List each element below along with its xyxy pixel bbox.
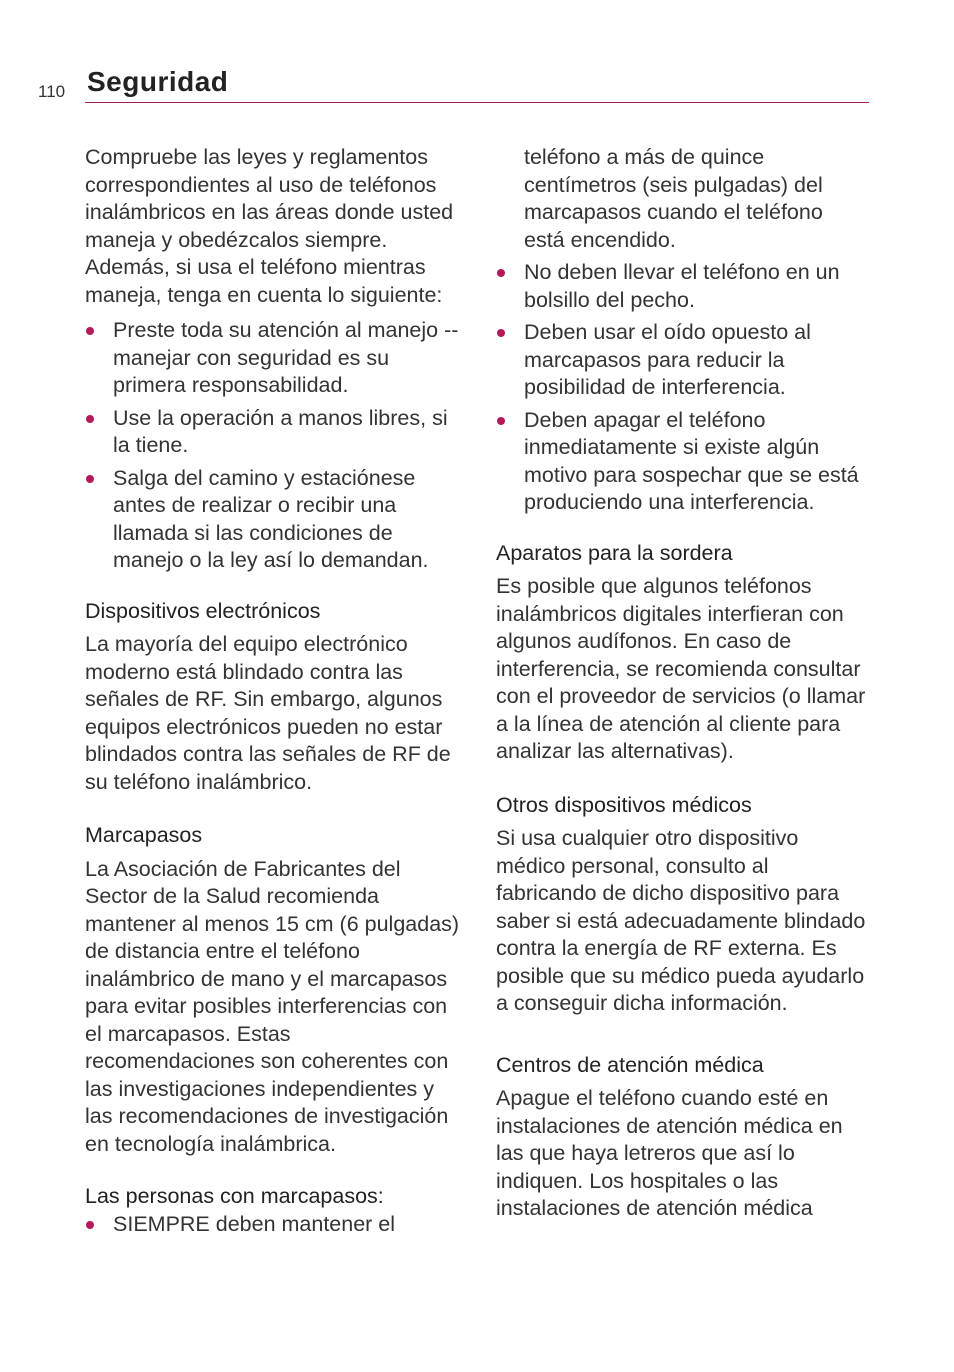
bullet-dot-icon xyxy=(497,269,505,277)
pacemakers-body: La Asociación de Fabricantes del Sector de la Salud recomienda mantener al menos 15 cm (6 pulgadas) de distancia entre el teléfono inalámbrico de mano y el marcapasos para evitar posibles interferencias con el marcapasos. Estas recomendaciones son coherentes con las investigaciones independientes y las recomendaciones de investigación en tecnología inalámbrica. xyxy=(85,856,460,1156)
left-column xyxy=(85,144,465,1238)
list-item xyxy=(496,259,868,314)
section-heading-electronic-devices: Dispositivos electrónicos xyxy=(85,598,321,623)
list-item xyxy=(85,405,465,460)
list-item xyxy=(496,319,868,402)
section-heading-people-with-pacemakers: Las personas con marcapasos: xyxy=(85,1184,384,1208)
bullet-dot-icon xyxy=(86,1221,94,1229)
section-heading-other-medical-devices: Otros dispositivos médicos xyxy=(496,792,752,817)
bullet-dot-icon xyxy=(86,475,94,483)
bullet-text: No deben llevar el teléfono en un bolsillo del pecho. xyxy=(524,260,840,312)
bullet-dot-icon xyxy=(86,415,94,423)
bullet-text: Preste toda su atención al manejo -- manejar con seguridad es su primera responsabilidad. xyxy=(113,318,459,397)
bullet-text: Deben apagar el teléfono inmediatamente si existe algún motivo para sospechar que se está produciendo una interferencia. xyxy=(524,407,859,514)
bullet-text: Deben usar el oído opuesto al marcapasos para reducir la posibilidad de interferencia. xyxy=(524,320,811,399)
section-heading-pacemakers: Marcapasos xyxy=(85,823,203,847)
list-item xyxy=(85,465,465,575)
people-pacemaker-bullet-list xyxy=(85,1211,465,1239)
title-rule xyxy=(85,102,869,103)
right-column xyxy=(496,144,868,1223)
driving-bullet-list xyxy=(85,317,465,575)
bullet-text: Use la operación a manos libres, si la tiene. xyxy=(113,405,448,457)
hearing-aids-body: Es posible que algunos teléfonos inalámbricos digitales interfieran con algunos audífonos. En caso de interferencia, se recomienda consultar con el proveedor de servicios (o llamar a la línea de atención al cliente para analizar las alternativas). xyxy=(496,574,866,763)
electronic-devices-body: La mayoría del equipo electrónico moderno está blindado contra las señales de RF. Sin embargo, algunos equipos electrónicos pueden no estar blindados contra las señales de RF de su teléfono inalámbrico. xyxy=(85,632,451,794)
continued-bullet-text: teléfono a más de quince centímetros (seis pulgadas) del marcapasos cuando el teléfono está encendido. xyxy=(524,145,823,252)
bullet-text: SIEMPRE deben mantener el xyxy=(113,1211,396,1236)
healthcare-facilities-body: Apague el teléfono cuando esté en instalaciones de atención médica en las que haya letreros que así lo indiquen. Los hospitales o las instalaciones de atención médica xyxy=(496,1086,843,1220)
list-item xyxy=(496,407,868,517)
section-heading-healthcare-facilities: Centros de atención médica xyxy=(496,1052,764,1077)
other-medical-devices-body: Si usa cualquier otro dispositivo médico personal, consulto al fabricando de dicho dispositivo para saber si está adecuadamente blindado contra la energía de RF externa. Es posible que su médico pueda ayudarlo a conseguir dicha información. xyxy=(496,826,866,1015)
page-title: Seguridad xyxy=(87,66,229,97)
pacemaker-bullet-list xyxy=(496,259,868,517)
bullet-dot-icon xyxy=(86,327,94,335)
bullet-dot-icon xyxy=(497,329,505,337)
bullet-dot-icon xyxy=(497,417,505,425)
bullet-text: Salga del camino y estaciónese antes de realizar o recibir una llamada si las condiciones de manejo o la ley así lo demandan. xyxy=(113,465,429,572)
section-heading-hearing-aids: Aparatos para la sordera xyxy=(496,540,733,565)
page-number: 110 xyxy=(38,82,66,101)
list-item xyxy=(85,317,465,400)
list-item xyxy=(85,1211,465,1239)
intro-paragraph: Compruebe las leyes y reglamentos correspondientes al uso de teléfonos inalámbricos en las áreas donde usted maneja y obedézcalos siempre. Además, si usa el teléfono mientras maneja, tenga en cuenta lo siguiente: xyxy=(85,145,454,307)
